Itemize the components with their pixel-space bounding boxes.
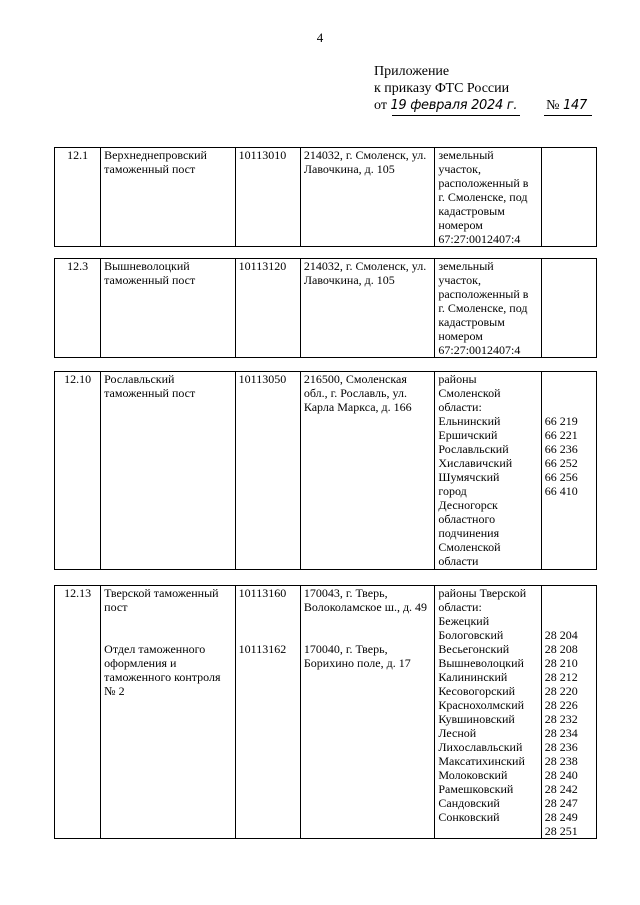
district-code: 28 212 (544, 670, 578, 684)
activity-area: земельный участок, расположенный в г. Смоленске, под кадастровым номером 67:27:0012407:4 (435, 259, 541, 358)
district-code: 28 247 (544, 796, 578, 810)
post-name: Тверской таможенный пост (104, 586, 219, 614)
number-underline (544, 115, 592, 116)
post-address-cell (300, 586, 434, 839)
district-code: 66 221 (544, 428, 578, 442)
post-address: 214032, г. Смоленск, ул. Лавочкина, д. 105 (300, 259, 434, 358)
district-code: 28 204 (544, 628, 578, 642)
date-underline (392, 115, 520, 116)
district-name: Бологовский (438, 628, 504, 642)
district-name: Молоковский (438, 768, 508, 782)
district-name: Лесной (438, 726, 477, 740)
table-12-13 (54, 585, 597, 839)
district-list (438, 614, 537, 824)
district-code: 28 208 (544, 642, 578, 656)
district-name: Сандовский (438, 796, 500, 810)
post-address: 216500, Смоленская обл., г. Рославль, ул. Карла Маркса, д. 166 (300, 372, 434, 570)
row-number: 12.3 (55, 259, 101, 358)
appendix-header (374, 63, 587, 114)
code-list (545, 628, 593, 838)
district-name: Лихославльский (438, 740, 523, 754)
post-address: 214032, г. Смоленск, ул. Лавочкина, д. 105 (300, 148, 434, 247)
district-code: 28 242 (544, 782, 578, 796)
table-12-3 (54, 258, 597, 358)
post-name: Вышневолоцкий таможенный пост (101, 259, 235, 358)
district-code: 66 236 (544, 442, 578, 456)
district-name: Вышневолоцкий (438, 656, 524, 670)
table-12-1 (54, 147, 597, 247)
number-value: 147 (563, 98, 587, 113)
district-name: Рамешковский (438, 782, 514, 796)
district-name: Кувшиновский (438, 712, 515, 726)
post-code: 10113160 (238, 586, 287, 600)
activity-area (435, 586, 541, 839)
post-code: 10113120 (235, 259, 300, 358)
district-code: 28 249 (544, 810, 578, 824)
table-row (55, 372, 597, 570)
district-code: 66 410 (544, 484, 578, 498)
appendix-title: Приложение (374, 64, 450, 79)
district-code: 28 236 (544, 740, 578, 754)
district-list (438, 414, 537, 498)
area-heading: районы Смоленской области: (438, 372, 501, 414)
okato-code (541, 586, 596, 839)
district-name: Сонковский (438, 810, 500, 824)
district-code: 28 210 (544, 656, 578, 670)
district-code: 28 238 (544, 754, 578, 768)
date-prefix: от (374, 98, 387, 113)
row-number: 12.13 (55, 586, 101, 839)
district-code: 28 240 (544, 768, 578, 782)
area-tail: Десногорск областного подчинения Смоленской области (438, 498, 501, 568)
district-name: Бежецкий (438, 614, 490, 628)
sub-department-address: 170040, г. Тверь, Борихино поле, д. 17 (303, 642, 411, 670)
okato-code (541, 148, 596, 247)
district-name: Хиславичский (438, 456, 513, 470)
district-name: Ельнинский (438, 414, 501, 428)
post-address: 170043, г. Тверь, Волоколамское ш., д. 49 (303, 586, 428, 614)
row-number: 12.1 (55, 148, 101, 247)
district-code: 28 226 (544, 698, 578, 712)
district-name: Максатихинский (438, 754, 525, 768)
district-code: 66 252 (544, 456, 578, 470)
activity-area: земельный участок, расположенный в г. Смоленске, под кадастровым номером 67:27:0012407:4 (435, 148, 541, 247)
district-name: Калининский (438, 670, 508, 684)
page-number: 4 (316, 30, 324, 45)
number-prefix: № (546, 98, 560, 113)
post-code: 10113050 (235, 372, 300, 570)
post-code: 10113010 (235, 148, 300, 247)
district-name: Шумячский (438, 470, 500, 484)
district-code: 28 232 (544, 712, 578, 726)
sub-department-name: Отдел таможенного оформления и таможенного контроля № 2 (104, 642, 221, 698)
district-code: 28 234 (544, 726, 578, 740)
table-row (55, 586, 597, 839)
row-number: 12.10 (55, 372, 101, 570)
post-code-cell (235, 586, 300, 839)
district-name: Кесовогорский (438, 684, 516, 698)
district-code: 28 220 (544, 684, 578, 698)
district-name: Рославльский (438, 442, 509, 456)
appendix-order: к приказу ФТС России (374, 81, 510, 96)
district-name: Весьегонский (438, 642, 510, 656)
post-name: Верхнеднепровский таможенный пост (101, 148, 235, 247)
appendix-date-line (374, 97, 587, 114)
table-row (55, 259, 597, 358)
district-code: 66 219 (544, 414, 578, 428)
post-name: Рославльский таможенный пост (101, 372, 235, 570)
activity-area (435, 372, 541, 570)
district-code: 66 256 (544, 470, 578, 484)
table-12-10 (54, 371, 597, 570)
post-name-cell (101, 586, 235, 839)
sub-department-code: 10113162 (238, 642, 287, 656)
code-list (545, 414, 593, 498)
district-name: Ершичский (438, 428, 498, 442)
area-heading: районы Тверской области: (438, 586, 527, 614)
date-value: 19 февраля 2024 г. (390, 98, 518, 113)
okato-code (541, 372, 596, 570)
district-code: 28 251 (544, 824, 578, 838)
district-name: город (438, 484, 467, 498)
table-row (55, 148, 597, 247)
district-name: Краснохолмский (438, 698, 525, 712)
okato-code (541, 259, 596, 358)
